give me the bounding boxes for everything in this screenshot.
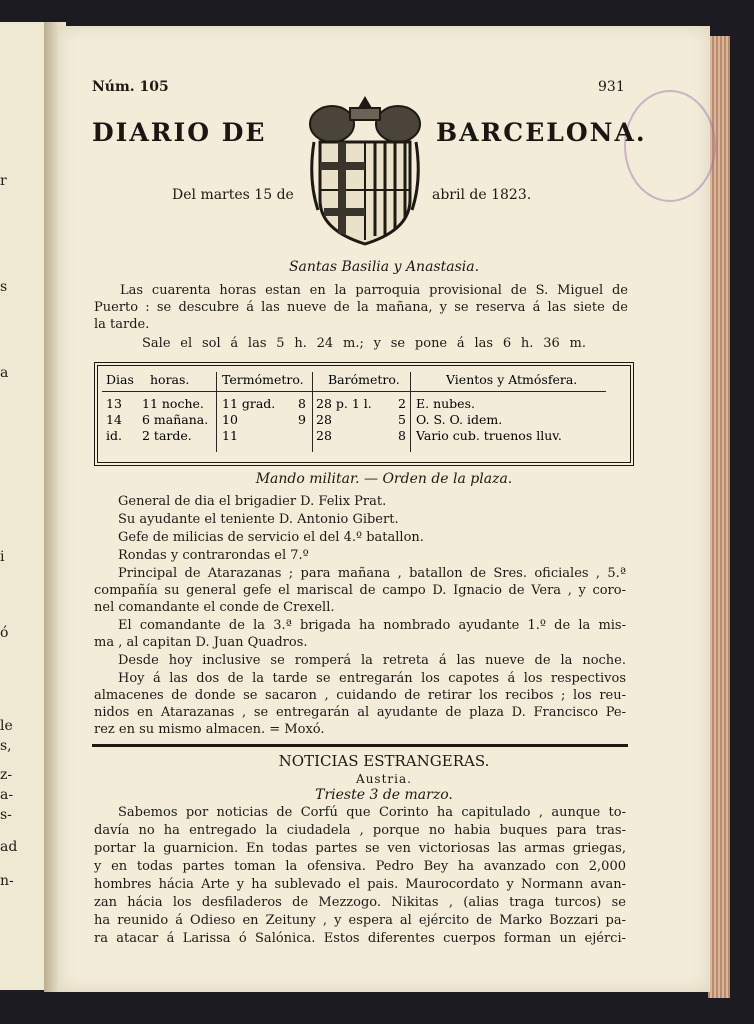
weather-cell: 10 xyxy=(222,412,238,427)
military-line: Rondas y contrarondas el 7.º xyxy=(118,548,309,563)
weather-cell: 14 xyxy=(106,412,122,427)
military-line: nidos en Atarazanas , se entregarán al ayudante de plaza D. Francisco Pe- xyxy=(94,705,626,720)
weather-cell: 9 xyxy=(298,412,306,427)
foreign-news-heading: NOTICIAS ESTRANGERAS. xyxy=(278,752,490,770)
sun-times: Sale el sol á las 5 h. 24 m.; y se pone á las 6 h. 36 m. xyxy=(142,336,586,351)
military-line: compañía su general gefe el mariscal de campo D. Ignacio de Vera , y coro- xyxy=(94,583,626,598)
issue-number: Núm. 105 xyxy=(92,79,169,95)
weather-cell: Vario cub. truenos lluv. xyxy=(416,428,562,443)
left-fragment: le xyxy=(0,718,13,734)
weather-cell: 6 mañana. xyxy=(142,412,209,427)
weather-cell: 2 tarde. xyxy=(142,428,192,443)
military-line: Hoy á las dos de la tarde se entregarán los capotes á los respectivos xyxy=(118,671,626,686)
left-fragment: n- xyxy=(0,873,14,889)
weather-cell: 11 noche. xyxy=(142,396,204,411)
military-line: Su ayudante el teniente D. Antonio Gibert. xyxy=(118,512,399,527)
masthead-left: DIARIO DE xyxy=(92,118,267,147)
weather-cell: 13 xyxy=(106,396,122,411)
military-line: Principal de Atarazanas ; para mañana , batallon de Sres. oficiales , 5.ª xyxy=(118,566,626,581)
news-line: y en todas partes toman la ofensiva. Pedro Bey ha avanzado con 2,000 xyxy=(94,859,626,874)
left-fragment: s, xyxy=(0,738,12,754)
page-number: 931 xyxy=(598,79,625,95)
weather-cell: O. S. O. idem. xyxy=(416,412,503,427)
weather-cell: 28 p. 1 l. xyxy=(316,396,372,411)
weather-cell: 11 grad. xyxy=(222,396,276,411)
left-facing-page xyxy=(0,22,48,990)
left-fragment: z- xyxy=(0,767,13,783)
news-line: ha reunido á Odieso en Zeituny , y espera al ejército de Marko Bozzari pa- xyxy=(94,913,626,928)
left-fragment: i xyxy=(0,549,5,565)
news-line: davía no ha entregado la ciudadela , porque no habia buques para tras- xyxy=(94,823,626,838)
weather-cell: 8 xyxy=(298,396,306,411)
military-line: Desde hoy inclusive se romperá la retreta á las nueve de la noche. xyxy=(118,653,626,668)
section-divider xyxy=(92,744,628,747)
masthead-right: BARCELONA. xyxy=(436,118,647,147)
left-fragment: a- xyxy=(0,787,14,803)
military-line: nel comandante el conde de Crexell. xyxy=(94,600,335,615)
military-line: El comandante de la 3.ª brigada ha nombrado ayudante 1.º de la mis- xyxy=(118,618,626,633)
weather-cell: id. xyxy=(106,428,122,443)
left-fragment: a xyxy=(0,365,9,381)
weather-cell: 28 xyxy=(316,412,332,427)
date-left: Del martes 15 de xyxy=(172,187,294,203)
weather-cell: 5 xyxy=(398,412,406,427)
weather-cell: 28 xyxy=(316,428,332,443)
weather-header-hours: horas. xyxy=(150,372,190,387)
left-fragment: s xyxy=(0,279,8,295)
saints-of-day: Santas Basilia y Anastasia. xyxy=(288,259,480,275)
forty-hours-line: Puerto : se descubre á las nueve de la mañana, y se reserva á las siete de xyxy=(94,300,628,315)
news-line: Sabemos por noticias de Corfú que Corinto ha capitulado , aunque to- xyxy=(118,805,626,820)
page-edges xyxy=(708,36,730,998)
forty-hours-line: Las cuarenta horas estan en la parroquia provisional de S. Miguel de xyxy=(120,283,628,298)
news-line: ra atacar á Larissa ó Salónica. Estos diferentes cuerpos forman un ejérci- xyxy=(94,931,626,946)
left-fragment: ad xyxy=(0,839,18,855)
weather-cell: 11 xyxy=(222,428,238,443)
weather-table xyxy=(94,362,634,466)
military-line: rez en su mismo almacen. = Moxó. xyxy=(94,722,325,737)
dateline: Trieste 3 de marzo. xyxy=(315,787,453,803)
weather-cell: E. nubes. xyxy=(416,396,475,411)
newspaper-page xyxy=(58,26,710,992)
weather-header-wind: Vientos y Atmósfera. xyxy=(446,372,578,387)
date-right: abril de 1823. xyxy=(432,187,532,203)
weather-header-days: Dias xyxy=(106,372,134,387)
weather-header-barometer: Barómetro. xyxy=(328,372,400,387)
left-fragment: r xyxy=(0,173,7,189)
weather-cell: 8 xyxy=(398,428,406,443)
left-fragment: s- xyxy=(0,807,12,823)
news-line: zan hácia los desfiladeros de Mezzogo. Nikitas , (alias traga turcos) se xyxy=(94,895,626,910)
military-line: almacenes de donde se sacaron , cuidando de retirar los recibos ; los reu- xyxy=(94,688,626,703)
news-line: portar la guarnicion. En todas partes se ven victoriosas las armas griegas, xyxy=(94,841,626,856)
forty-hours-line: la tarde. xyxy=(94,317,150,332)
military-line: ma , al capitan D. Juan Quadros. xyxy=(94,635,308,650)
military-heading: Mando militar. — Orden de la plaza. xyxy=(255,471,513,487)
news-line: hombres hácia Arte y ha sublevado el pais. Maurocordato y Normann avan- xyxy=(94,877,626,892)
military-line: General de dia el brigadier D. Felix Prat. xyxy=(118,494,387,509)
weather-cell: 2 xyxy=(398,396,406,411)
weather-header-thermometer: Termómetro. xyxy=(222,372,304,387)
barcelona-coat-of-arms xyxy=(304,90,426,250)
military-line: Gefe de milicias de servicio el del 4.º batallon. xyxy=(118,530,424,545)
country-heading: Austria. xyxy=(356,772,412,786)
left-fragment: ó xyxy=(0,625,9,641)
